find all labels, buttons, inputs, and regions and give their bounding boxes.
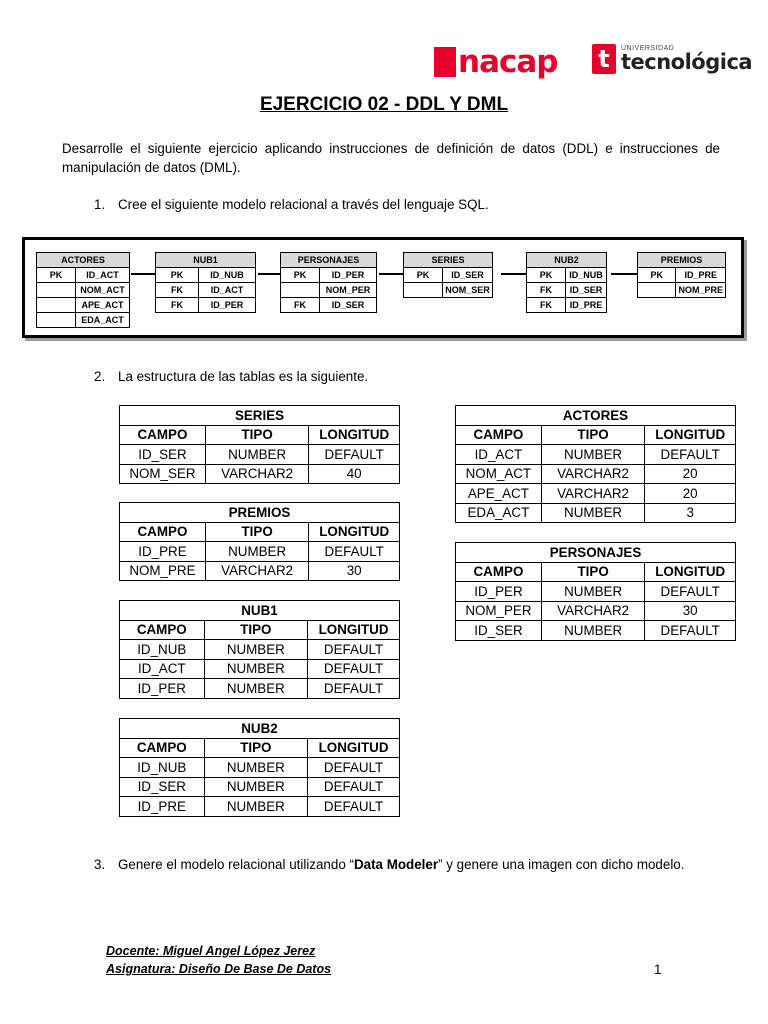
model-entity-personajes bbox=[280, 252, 377, 313]
table-row bbox=[120, 445, 400, 465]
ut-logo-small-text: UNIVERSIDAD bbox=[621, 45, 675, 52]
table-row bbox=[120, 679, 400, 699]
table-actores bbox=[455, 405, 736, 523]
model-entity-name: SERIES bbox=[404, 253, 493, 268]
model-field: ID_ACT bbox=[76, 268, 130, 283]
model-key-marker bbox=[37, 283, 76, 298]
table-cell: DEFAULT bbox=[645, 582, 736, 602]
table-row bbox=[456, 445, 736, 465]
column-header: LONGITUD bbox=[308, 620, 400, 640]
column-header: TIPO bbox=[204, 738, 308, 758]
column-header: TIPO bbox=[541, 562, 645, 582]
table-cell: ID_PER bbox=[456, 582, 542, 602]
model-entity-name: PREMIOS bbox=[638, 253, 726, 268]
table-cell: 20 bbox=[645, 484, 736, 504]
table-cell: ID_NUB bbox=[120, 640, 205, 660]
column-header: CAMPO bbox=[120, 738, 205, 758]
instruction-text: Genere el modelo relacional utilizando “Data Modeler” y genere una imagen con dicho modelo. bbox=[118, 857, 685, 872]
table-cell: NOM_ACT bbox=[456, 464, 542, 484]
table-title: SERIES bbox=[120, 406, 400, 426]
model-field: ID_NUB bbox=[199, 268, 256, 283]
table-cell: ID_SER bbox=[120, 777, 205, 797]
instruction-number: 2. bbox=[94, 369, 106, 384]
page-title: EJERCICIO 02 - DDL Y DML bbox=[259, 94, 509, 115]
table-row bbox=[120, 797, 400, 817]
column-header: CAMPO bbox=[456, 425, 542, 445]
table-cell: VARCHAR2 bbox=[541, 601, 645, 621]
model-key-marker: PK bbox=[527, 268, 566, 283]
model-field: EDA_ACT bbox=[76, 313, 130, 328]
table-cell: ID_SER bbox=[120, 445, 206, 465]
table-cell: EDA_ACT bbox=[456, 503, 542, 523]
table-row bbox=[120, 640, 400, 660]
table-row bbox=[456, 503, 736, 523]
model-key-marker bbox=[638, 283, 676, 298]
model-field: NOM_PER bbox=[320, 283, 377, 298]
model-key-marker bbox=[281, 283, 320, 298]
model-key-marker: FK bbox=[527, 298, 566, 313]
table-title: NUB2 bbox=[120, 719, 400, 739]
table-cell: NUMBER bbox=[205, 445, 309, 465]
table-title: PERSONAJES bbox=[456, 543, 736, 563]
inacap-logo-text: nacap bbox=[458, 44, 558, 80]
table-cell: VARCHAR2 bbox=[205, 561, 309, 581]
model-key-marker: FK bbox=[156, 283, 199, 298]
table-cell: 3 bbox=[645, 503, 736, 523]
model-field: NOM_ACT bbox=[76, 283, 130, 298]
table-personajes bbox=[455, 542, 736, 641]
table-nub2 bbox=[119, 718, 400, 817]
universidad-tecnologica-logo bbox=[592, 44, 752, 74]
column-header: CAMPO bbox=[120, 425, 206, 445]
model-key-marker bbox=[37, 298, 76, 313]
table-cell: DEFAULT bbox=[308, 640, 400, 660]
table-cell: DEFAULT bbox=[309, 445, 400, 465]
model-key-marker bbox=[404, 283, 443, 298]
table-cell: NUMBER bbox=[541, 582, 645, 602]
table-cell: ID_NUB bbox=[120, 758, 205, 778]
table-cell: DEFAULT bbox=[308, 679, 400, 699]
table-cell: ID_PER bbox=[120, 679, 205, 699]
relationship-line bbox=[501, 273, 526, 275]
table-row bbox=[456, 484, 736, 504]
table-cell: NUMBER bbox=[204, 758, 308, 778]
model-key-marker: PK bbox=[404, 268, 443, 283]
table-cell: NOM_PER bbox=[456, 601, 542, 621]
inacap-logo bbox=[434, 44, 557, 80]
model-field: ID_PER bbox=[199, 298, 256, 313]
model-key-marker: PK bbox=[37, 268, 76, 283]
table-cell: NUMBER bbox=[204, 679, 308, 699]
table-cell: NUMBER bbox=[204, 659, 308, 679]
column-header: TIPO bbox=[205, 522, 309, 542]
table-cell: APE_ACT bbox=[456, 484, 542, 504]
model-field: ID_ACT bbox=[199, 283, 256, 298]
table-cell: NUMBER bbox=[541, 621, 645, 641]
model-key-marker: FK bbox=[156, 298, 199, 313]
footer-docente: Docente: Miguel Angel López Jerez bbox=[106, 944, 316, 958]
model-entity-premios bbox=[637, 252, 726, 298]
table-title: ACTORES bbox=[456, 406, 736, 426]
model-field: APE_ACT bbox=[76, 298, 130, 313]
table-nub1 bbox=[119, 600, 400, 699]
instruction-text: Cree el siguiente modelo relacional a través del lenguaje SQL. bbox=[118, 197, 489, 212]
intro-paragraph: Desarrolle el siguiente ejercicio aplicando instrucciones de definición de datos (DDL) e instrucciones de manipulación de datos (DML). bbox=[62, 141, 720, 175]
column-header: LONGITUD bbox=[309, 425, 400, 445]
table-cell: DEFAULT bbox=[308, 758, 400, 778]
ut-logo-big-text: tecnológica bbox=[621, 50, 753, 74]
table-cell: NUMBER bbox=[204, 797, 308, 817]
table-cell: ID_PRE bbox=[120, 797, 205, 817]
relationship-line bbox=[131, 273, 155, 275]
instruction-number: 1. bbox=[94, 197, 106, 212]
table-cell: DEFAULT bbox=[309, 542, 400, 562]
column-header: LONGITUD bbox=[645, 562, 736, 582]
model-entity-nub2 bbox=[526, 252, 607, 313]
table-cell: NUMBER bbox=[204, 777, 308, 797]
column-header: CAMPO bbox=[120, 620, 205, 640]
model-entity-series bbox=[403, 252, 493, 298]
model-key-marker: PK bbox=[156, 268, 199, 283]
model-field: ID_NUB bbox=[566, 268, 607, 283]
model-field: ID_SER bbox=[320, 298, 377, 313]
table-cell: VARCHAR2 bbox=[541, 484, 645, 504]
model-field: ID_SER bbox=[443, 268, 493, 283]
table-row bbox=[120, 464, 400, 484]
model-entity-name: NUB2 bbox=[527, 253, 607, 268]
table-cell: ID_ACT bbox=[456, 445, 542, 465]
table-cell: NOM_SER bbox=[120, 464, 206, 484]
model-field: ID_PRE bbox=[676, 268, 726, 283]
table-row bbox=[120, 542, 400, 562]
table-cell: NUMBER bbox=[541, 503, 645, 523]
column-header: LONGITUD bbox=[308, 738, 400, 758]
model-key-marker bbox=[37, 313, 76, 328]
table-cell: VARCHAR2 bbox=[541, 464, 645, 484]
data-modeler-text: Data Modeler bbox=[353, 857, 439, 872]
ut-mark-icon: t bbox=[592, 44, 616, 74]
column-header: TIPO bbox=[205, 425, 309, 445]
table-cell: NUMBER bbox=[541, 445, 645, 465]
model-field: NOM_SER bbox=[443, 283, 493, 298]
table-title: PREMIOS bbox=[120, 503, 400, 523]
instruction-number: 3. bbox=[94, 857, 106, 872]
table-row bbox=[120, 777, 400, 797]
table-row bbox=[120, 561, 400, 581]
model-field: ID_PER bbox=[320, 268, 377, 283]
column-header: CAMPO bbox=[120, 522, 206, 542]
model-entity-nub1 bbox=[155, 252, 256, 313]
table-cell: NUMBER bbox=[205, 542, 309, 562]
table-cell: NOM_PRE bbox=[120, 561, 206, 581]
column-header: LONGITUD bbox=[309, 522, 400, 542]
table-series bbox=[119, 405, 400, 484]
table-cell: 30 bbox=[309, 561, 400, 581]
table-cell: ID_ACT bbox=[120, 659, 205, 679]
model-key-marker: PK bbox=[638, 268, 676, 283]
table-cell: 40 bbox=[309, 464, 400, 484]
model-field: NOM_PRE bbox=[676, 283, 726, 298]
model-field: ID_SER bbox=[566, 283, 607, 298]
model-key-marker: FK bbox=[281, 298, 320, 313]
model-entity-name: PERSONAJES bbox=[281, 253, 377, 268]
table-row bbox=[456, 601, 736, 621]
relationship-line bbox=[379, 273, 403, 275]
model-entity-actores bbox=[36, 252, 130, 328]
model-entity-name: ACTORES bbox=[37, 253, 130, 268]
table-row bbox=[120, 758, 400, 778]
table-cell: DEFAULT bbox=[645, 445, 736, 465]
relationship-line bbox=[258, 273, 280, 275]
column-header: CAMPO bbox=[456, 562, 542, 582]
table-cell: ID_PRE bbox=[120, 542, 206, 562]
table-cell: DEFAULT bbox=[308, 797, 400, 817]
table-title: NUB1 bbox=[120, 601, 400, 621]
model-key-marker: FK bbox=[527, 283, 566, 298]
table-cell: DEFAULT bbox=[308, 659, 400, 679]
page-number: 1 bbox=[654, 962, 662, 977]
table-row bbox=[456, 621, 736, 641]
table-row bbox=[120, 659, 400, 679]
model-field: ID_PRE bbox=[566, 298, 607, 313]
table-cell: 20 bbox=[645, 464, 736, 484]
table-cell: VARCHAR2 bbox=[205, 464, 309, 484]
instruction-text: La estructura de las tablas es la siguiente. bbox=[118, 369, 369, 384]
table-cell: ID_SER bbox=[456, 621, 542, 641]
inacap-mark-icon bbox=[434, 47, 456, 77]
model-key-marker: PK bbox=[281, 268, 320, 283]
table-premios bbox=[119, 502, 400, 581]
table-cell: 30 bbox=[645, 601, 736, 621]
table-cell: DEFAULT bbox=[308, 777, 400, 797]
footer-asignatura: Asignatura: Diseño De Base De Datos bbox=[106, 962, 332, 976]
table-row bbox=[456, 464, 736, 484]
table-cell: DEFAULT bbox=[645, 621, 736, 641]
relational-model-diagram bbox=[22, 237, 744, 338]
table-cell: NUMBER bbox=[204, 640, 308, 660]
column-header: TIPO bbox=[204, 620, 308, 640]
model-entity-name: NUB1 bbox=[156, 253, 256, 268]
column-header: TIPO bbox=[541, 425, 645, 445]
column-header: LONGITUD bbox=[645, 425, 736, 445]
relationship-line bbox=[611, 273, 637, 275]
table-row bbox=[456, 582, 736, 602]
